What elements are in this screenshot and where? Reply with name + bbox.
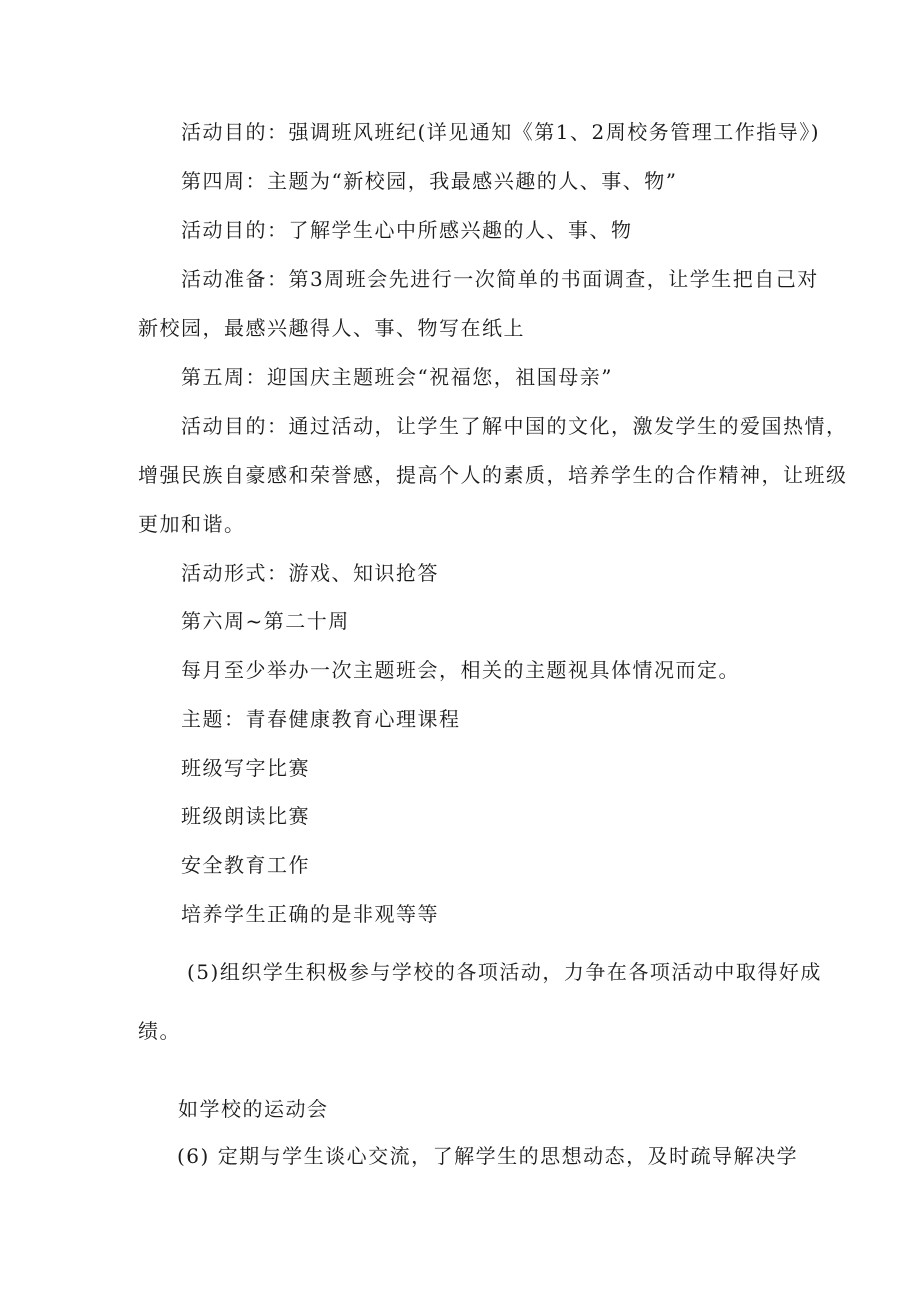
text-line: 每月至少举办一次主题班会，相关的主题视具体情况而定。 — [181, 658, 740, 682]
text-line: 活动形式：游戏、知识抢答 — [181, 561, 439, 585]
text-line: 新校园，最感兴趣得人、事、物写在纸上 — [138, 316, 525, 340]
text-line: (5)组织学生积极参与学校的各项活动，力争在各项活动中取得好成 — [187, 960, 822, 984]
text-line: 安全教育工作 — [181, 853, 310, 877]
text-line: 第四周：主题为“新校园，我最感兴趣的人、事、物” — [181, 169, 678, 193]
text-line: 班级朗读比赛 — [181, 804, 310, 828]
text-line: 活动目的：了解学生心中所感兴趣的人、事、物 — [181, 218, 633, 242]
text-line: 班级写字比赛 — [181, 756, 310, 780]
text-line: 如学校的运动会 — [178, 1097, 329, 1121]
text-line: 培养学生正确的是非观等等 — [181, 902, 439, 926]
text-line: 绩。 — [138, 1019, 181, 1043]
text-line: 活动目的：通过活动，让学生了解中国的文化，激发学生的爱国热情， — [181, 414, 848, 438]
text-line: 第六周~第二十周 — [181, 609, 350, 633]
text-line: 更加和谐。 — [138, 512, 246, 536]
text-line: 增强民族自豪感和荣誉感，提高个人的素质，培养学生的合作精神，让班级 — [138, 463, 848, 487]
text-line: 活动目的：强调班风班纪(详见通知《第1、2周校务管理工作指导》) — [181, 120, 821, 144]
text-line: 第五周：迎国庆主题班会“祝福您，祖国母亲” — [181, 365, 613, 389]
text-line: (6) 定期与学生谈心交流，了解学生的思想动态，及时疏导解决学 — [177, 1144, 799, 1168]
text-line: 活动准备：第3周班会先进行一次简单的书面调查，让学生把自己对 — [181, 267, 819, 291]
text-line: 主题：青春健康教育心理课程 — [181, 707, 461, 731]
